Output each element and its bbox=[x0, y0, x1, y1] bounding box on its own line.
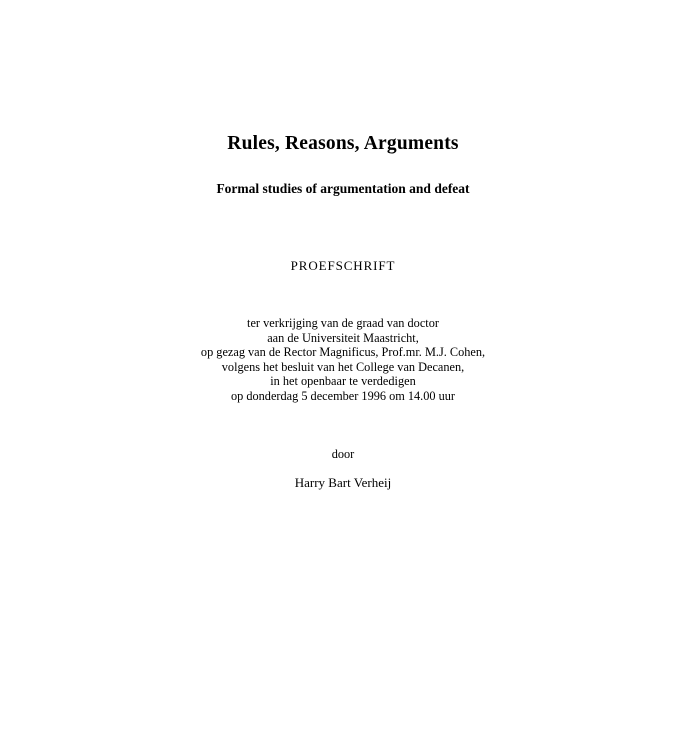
page-title: Rules, Reasons, Arguments bbox=[227, 133, 459, 154]
title-block bbox=[0, 132, 686, 198]
declaration-line: volgens het besluit van het College van Decanen, bbox=[221, 359, 465, 374]
declaration-line: op donderdag 5 december 1996 om 14.00 uur bbox=[230, 388, 456, 403]
page-subtitle: Formal studies of argumentation and defeat bbox=[216, 181, 470, 197]
declaration-line: in het openbaar te verdedigen bbox=[270, 374, 416, 389]
declaration-line: op gezag van de Rector Magnificus, Prof.mr. M.J. Cohen, bbox=[200, 345, 486, 360]
author-name: Harry Bart Verheij bbox=[294, 475, 392, 490]
declaration-line: ter verkrijging van de graad van doctor bbox=[247, 316, 439, 330]
by-word-label: door bbox=[331, 447, 355, 461]
declaration-block bbox=[0, 316, 686, 404]
declaration-line: aan de Universiteit Maastricht, bbox=[267, 330, 419, 345]
document-type-label: PROEFSCHRIFT bbox=[290, 258, 396, 273]
